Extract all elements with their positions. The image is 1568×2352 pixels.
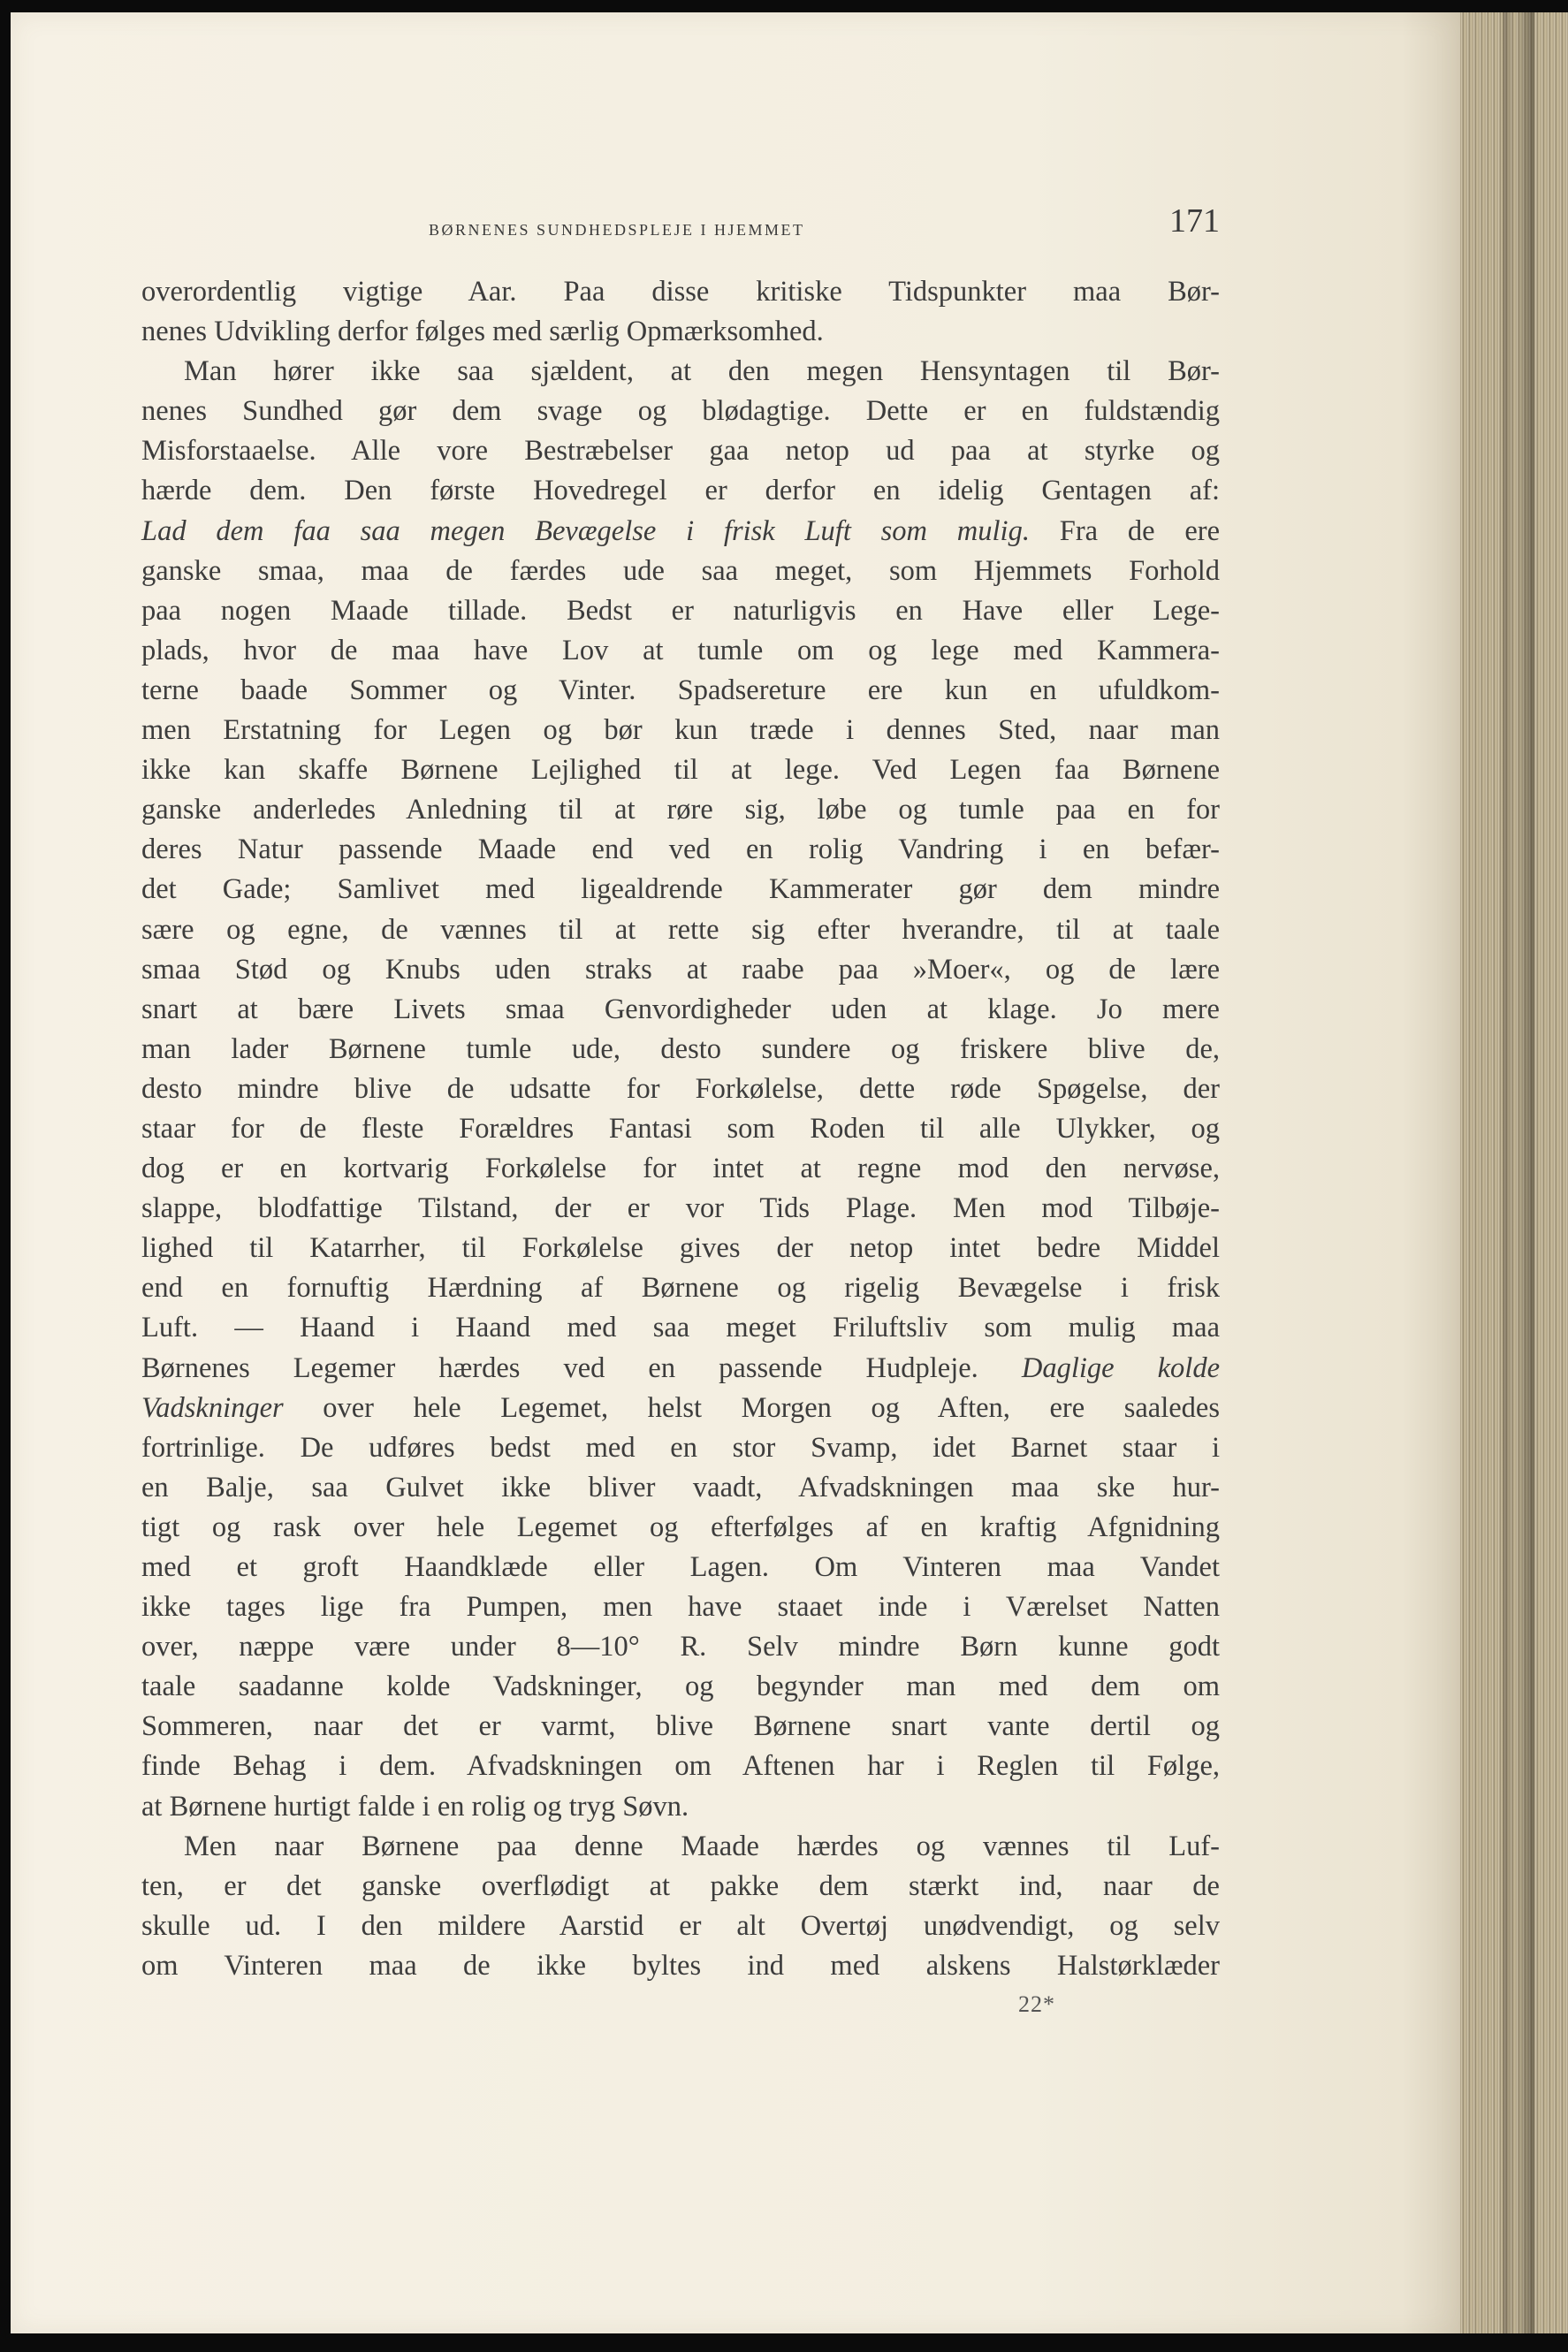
text-line: finde Behag i dem. Afvadskningen om Aftenen har i Reglen til Følge, — [141, 1750, 1220, 1783]
text-line: desto mindre blive de udsatte for Forkølelse, dette røde Spøgelse, der — [141, 1072, 1220, 1105]
text-line: Men naar Børnene paa denne Maade hærdes og vænnes til Luf- — [184, 1830, 1220, 1862]
text-line: over, næppe være under 8—10° R. Selv mindre Børn kunne godt — [141, 1631, 1220, 1663]
text-line: plads, hvor de maa have Lov at tumle om og lege med Kammera- — [141, 634, 1220, 666]
text-line — [141, 1389, 1220, 1428]
text-line: Man hører ikke saa sjældent, at den megen Hensyntagen til Bør- — [184, 355, 1220, 388]
text-line: end en fornuftig Hærdning af Børnene og rigelig Bevægelse i frisk — [141, 1272, 1220, 1305]
text-line: tigt og rask over hele Legemet og efterfølges af en kraftig Afgnidning — [141, 1511, 1220, 1543]
text-line: dog er en kortvarig Forkølelse for intet at regne mod den nervøse, — [141, 1153, 1220, 1185]
text-line: ikke kan skaffe Børnene Lejlighed til at lege. Ved Legen faa Børnene — [141, 754, 1220, 787]
signature-mark: 22* — [1018, 1991, 1055, 2017]
text-line: det Gade; Samlivet med ligealdrende Kammerater gør dem mindre — [141, 873, 1220, 906]
text-line: med et groft Haandklæde eller Lagen. Om Vinteren maa Vandet — [141, 1551, 1220, 1583]
text-span: over hele Legemet, helst Morgen og Aften, ere saaledes — [283, 1391, 1220, 1424]
text-line: skulle ud. I den mildere Aarstid er alt Overtøj unødvendigt, og selv — [141, 1909, 1220, 1942]
text-span: Fra de ere — [1029, 514, 1221, 547]
text-line: Luft. — Haand i Haand med saa meget Friluftsliv som mulig maa — [141, 1312, 1220, 1344]
text-line: sære og egne, de vænnes til at rette sig efter hverandre, til at taale — [141, 913, 1220, 946]
text-line: ganske anderledes Anledning til at røre sig, løbe og tumle paa en for — [141, 794, 1220, 826]
text-line: ikke tages lige fra Pumpen, men have staaet inde i Værelset Natten — [141, 1591, 1220, 1624]
page-number: 171 — [1169, 202, 1220, 240]
text-line: lighed til Katarrher, til Forkølelse gives der netop intet bedre Middel — [141, 1232, 1220, 1265]
emphasis-italic: Daglige kolde — [1021, 1351, 1220, 1384]
text-line: ganske smaa, maa de færdes ude saa meget, som Hjemmets Forhold — [141, 554, 1220, 587]
text-line: ten, er det ganske overflødigt at pakke dem stærkt ind, naar de — [141, 1869, 1220, 1902]
running-head: BØRNENES SUNDHEDSPLEJE I HJEMMET — [429, 221, 805, 239]
text-line: snart at bære Livets smaa Genvordigheder uden at klage. Jo mere — [141, 993, 1220, 1025]
text-line: staar for de fleste Forældres Fantasi som Roden til alle Ulykker, og — [141, 1112, 1220, 1145]
text-line: nenes Sundhed gør dem svage og blødagtige. Dette er en fuldstændig — [141, 395, 1220, 428]
text-line: smaa Stød og Knubs uden straks at raabe paa »Moer«, og de lære — [141, 953, 1220, 986]
text-line: overordentlig vigtige Aar. Paa disse kritiske Tidspunkter maa Bør- — [141, 276, 1220, 308]
page-header — [141, 187, 1220, 240]
emphasis-italic: Vadskninger — [141, 1391, 284, 1424]
text-span: Børnenes Legemer hærdes ved en passende Hudpleje. — [141, 1351, 1022, 1384]
text-line — [141, 512, 1220, 552]
text-line: hærde dem. Den første Hovedregel er derfor en idelig Gentagen af: — [141, 475, 1220, 507]
text-line: terne baade Sommer og Vinter. Spadsereture ere kun en ufuldkom- — [141, 674, 1220, 706]
text-line: man lader Børnene tumle ude, desto sundere og friskere blive de, — [141, 1032, 1220, 1065]
text-line: fortrinlige. De udføres bedst med en stor Svamp, idet Barnet staar i — [141, 1431, 1220, 1464]
page-edge-shadow — [1503, 12, 1534, 2333]
text-line: en Balje, saa Gulvet ikke bliver vaadt, Afvadskningen maa ske hur- — [141, 1471, 1220, 1503]
text-line: Misforstaaelse. Alle vore Bestræbelser gaa netop ud paa at styrke og — [141, 435, 1220, 468]
text-line: paa nogen Maade tillade. Bedst er naturligvis en Have eller Lege- — [141, 594, 1220, 627]
emphasis-italic: Lad dem faa saa megen Bevægelse i frisk Luft som mulig. — [141, 514, 1030, 547]
text-line: deres Natur passende Maade end ved en rolig Vandring i en befær- — [141, 833, 1220, 866]
text-line: at Børnene hurtigt falde i en rolig og tryg Søvn. — [141, 1790, 689, 1823]
text-line: men Erstatning for Legen og bør kun træde i dennes Sted, naar man — [141, 714, 1220, 747]
text-line: nenes Udvikling derfor følges med særlig Opmærksomhed. — [141, 316, 824, 348]
text-line: slappe, blodfattige Tilstand, der er vor Tids Plage. Men mod Tilbøje- — [141, 1192, 1220, 1225]
text-line: om Vinteren maa de ikke byltes ind med alskens Halstørklæder — [141, 1949, 1220, 1982]
text-line — [141, 1349, 1220, 1389]
text-line: Sommeren, naar det er varmt, blive Børnene snart vante dertil og — [141, 1710, 1220, 1743]
text-line: taale saadanne kolde Vadskninger, og begynder man med dem om — [141, 1671, 1220, 1703]
body-text — [141, 272, 1220, 1986]
